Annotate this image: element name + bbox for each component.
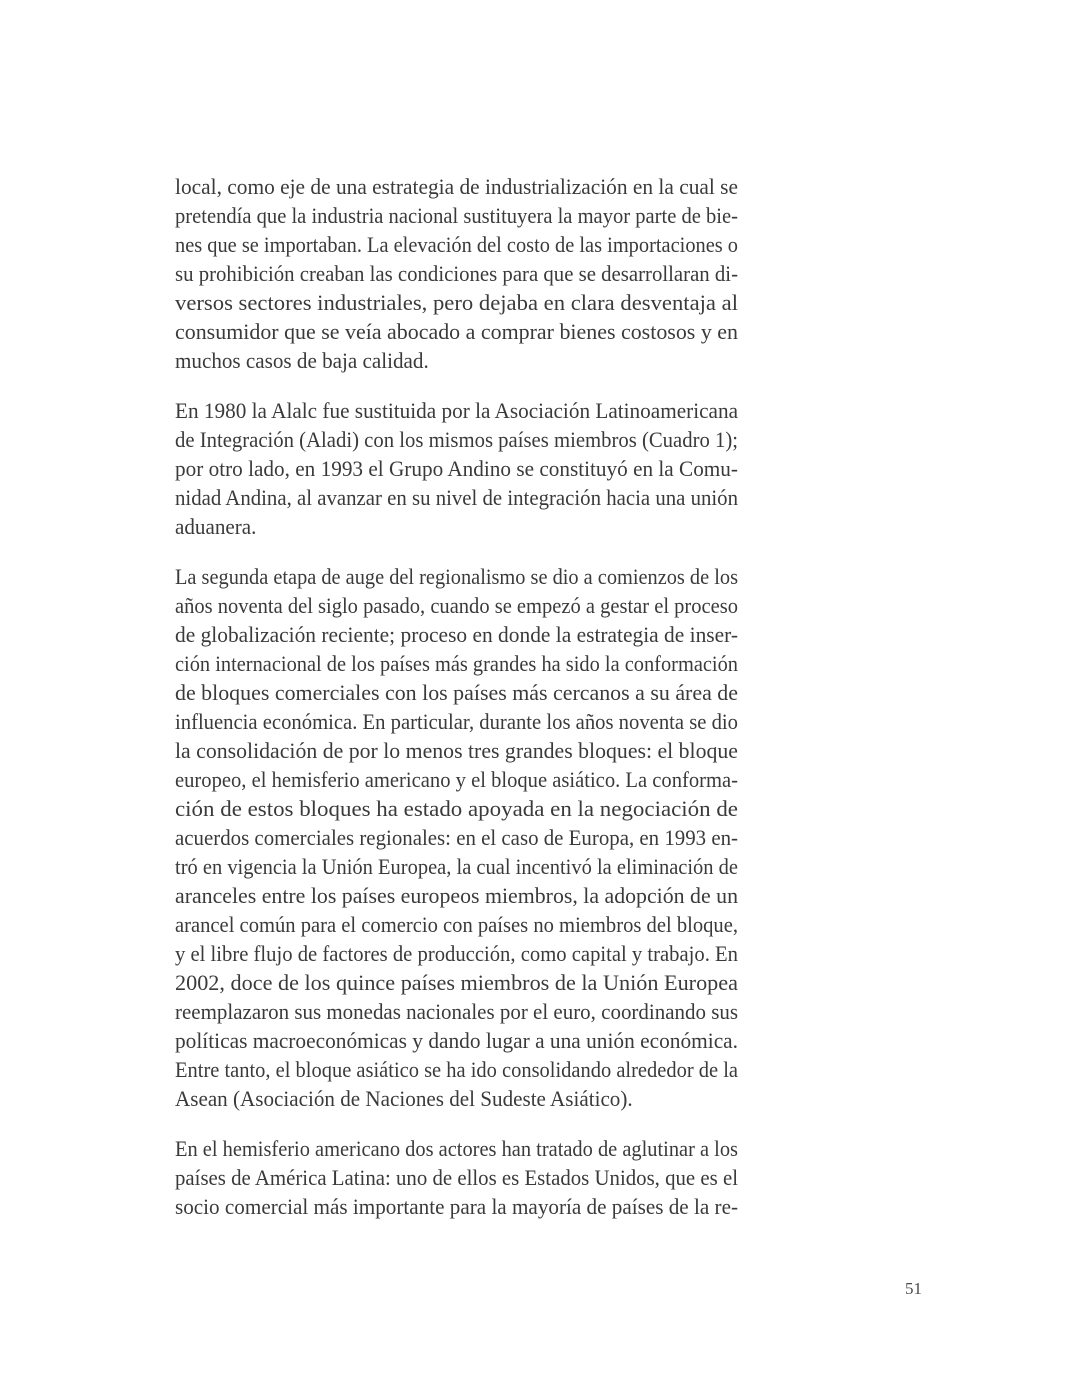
text-line: ción de estos bloques ha estado apoyada en la negociación de — [175, 796, 738, 821]
text-line: tró en vigencia la Unión Europea, la cual incentivó la eliminación de — [175, 854, 738, 879]
text-line: En el hemisferio americano dos actores han tratado de aglutinar a los — [175, 1136, 738, 1161]
text-line: por otro lado, en 1993 el Grupo Andino se constituyó en la Comu- — [175, 456, 738, 481]
text-line: nes que se importaban. La elevación del costo de las importaciones o — [175, 232, 738, 257]
text-line: local, como eje de una estrategia de industrialización en la cual se — [175, 174, 738, 199]
text-line: aranceles entre los países europeos miembros, la adopción de un — [175, 883, 738, 908]
text-line: nidad Andina, al avanzar en su nivel de integración hacia una unión — [175, 485, 738, 510]
text-line: de Integración (Aladi) con los mismos países miembros (Cuadro 1); — [175, 427, 738, 452]
text-line: La segunda etapa de auge del regionalismo se dio a comienzos de los — [175, 564, 738, 589]
text-line: europeo, el hemisferio americano y el bloque asiático. La conforma- — [175, 767, 738, 792]
text-line: ción internacional de los países más grandes ha sido la conformación — [175, 651, 738, 676]
text-line: aduanera. — [175, 514, 257, 539]
text-line: pretendía que la industria nacional sustituyera la mayor parte de bie- — [175, 203, 738, 228]
text-line: acuerdos comerciales regionales: en el caso de Europa, en 1993 en- — [175, 825, 738, 850]
text-line: Asean (Asociación de Naciones del Sudeste Asiático). — [175, 1086, 633, 1111]
text-line: muchos casos de baja calidad. — [175, 348, 429, 373]
text-line: de globalización reciente; proceso en donde la estrategia de inser- — [175, 622, 738, 647]
paragraph — [175, 1134, 738, 1221]
paragraph — [175, 172, 738, 375]
text-line: países de América Latina: uno de ellos es Estados Unidos, que es el — [175, 1165, 738, 1190]
text-line: políticas macroeconómicas y dando lugar a una unión económica. — [175, 1028, 738, 1053]
text-line: influencia económica. En particular, durante los años noventa se dio — [175, 709, 738, 734]
text-line: versos sectores industriales, pero dejaba en clara desventaja al — [175, 290, 738, 315]
paragraph — [175, 396, 738, 541]
text-line: socio comercial más importante para la mayoría de países de la re- — [175, 1194, 738, 1219]
text-line: la consolidación de por lo menos tres grandes bloques: el bloque — [175, 738, 738, 763]
text-line: de bloques comerciales con los países más cercanos a su área de — [175, 680, 738, 705]
body-text — [175, 172, 738, 1242]
text-line: Entre tanto, el bloque asiático se ha ido consolidando alrededor de la — [175, 1057, 738, 1082]
text-line: consumidor que se veía abocado a comprar bienes costosos y en — [175, 319, 738, 344]
text-line: años noventa del siglo pasado, cuando se empezó a gestar el proceso — [175, 593, 738, 618]
text-line: 2002, doce de los quince países miembros de la Unión Europea — [175, 970, 738, 995]
text-line: En 1980 la Alalc fue sustituida por la Asociación Latinoamericana — [175, 398, 738, 423]
text-line: reemplazaron sus monedas nacionales por el euro, coordinando sus — [175, 999, 738, 1024]
text-line: arancel común para el comercio con países no miembros del bloque, — [175, 912, 738, 937]
text-line: su prohibición creaban las condiciones para que se desarrollaran di- — [175, 261, 738, 286]
paragraph — [175, 562, 738, 1113]
text-line: y el libre flujo de factores de producción, como capital y trabajo. En — [175, 941, 738, 966]
page-number: 51 — [905, 1279, 922, 1298]
